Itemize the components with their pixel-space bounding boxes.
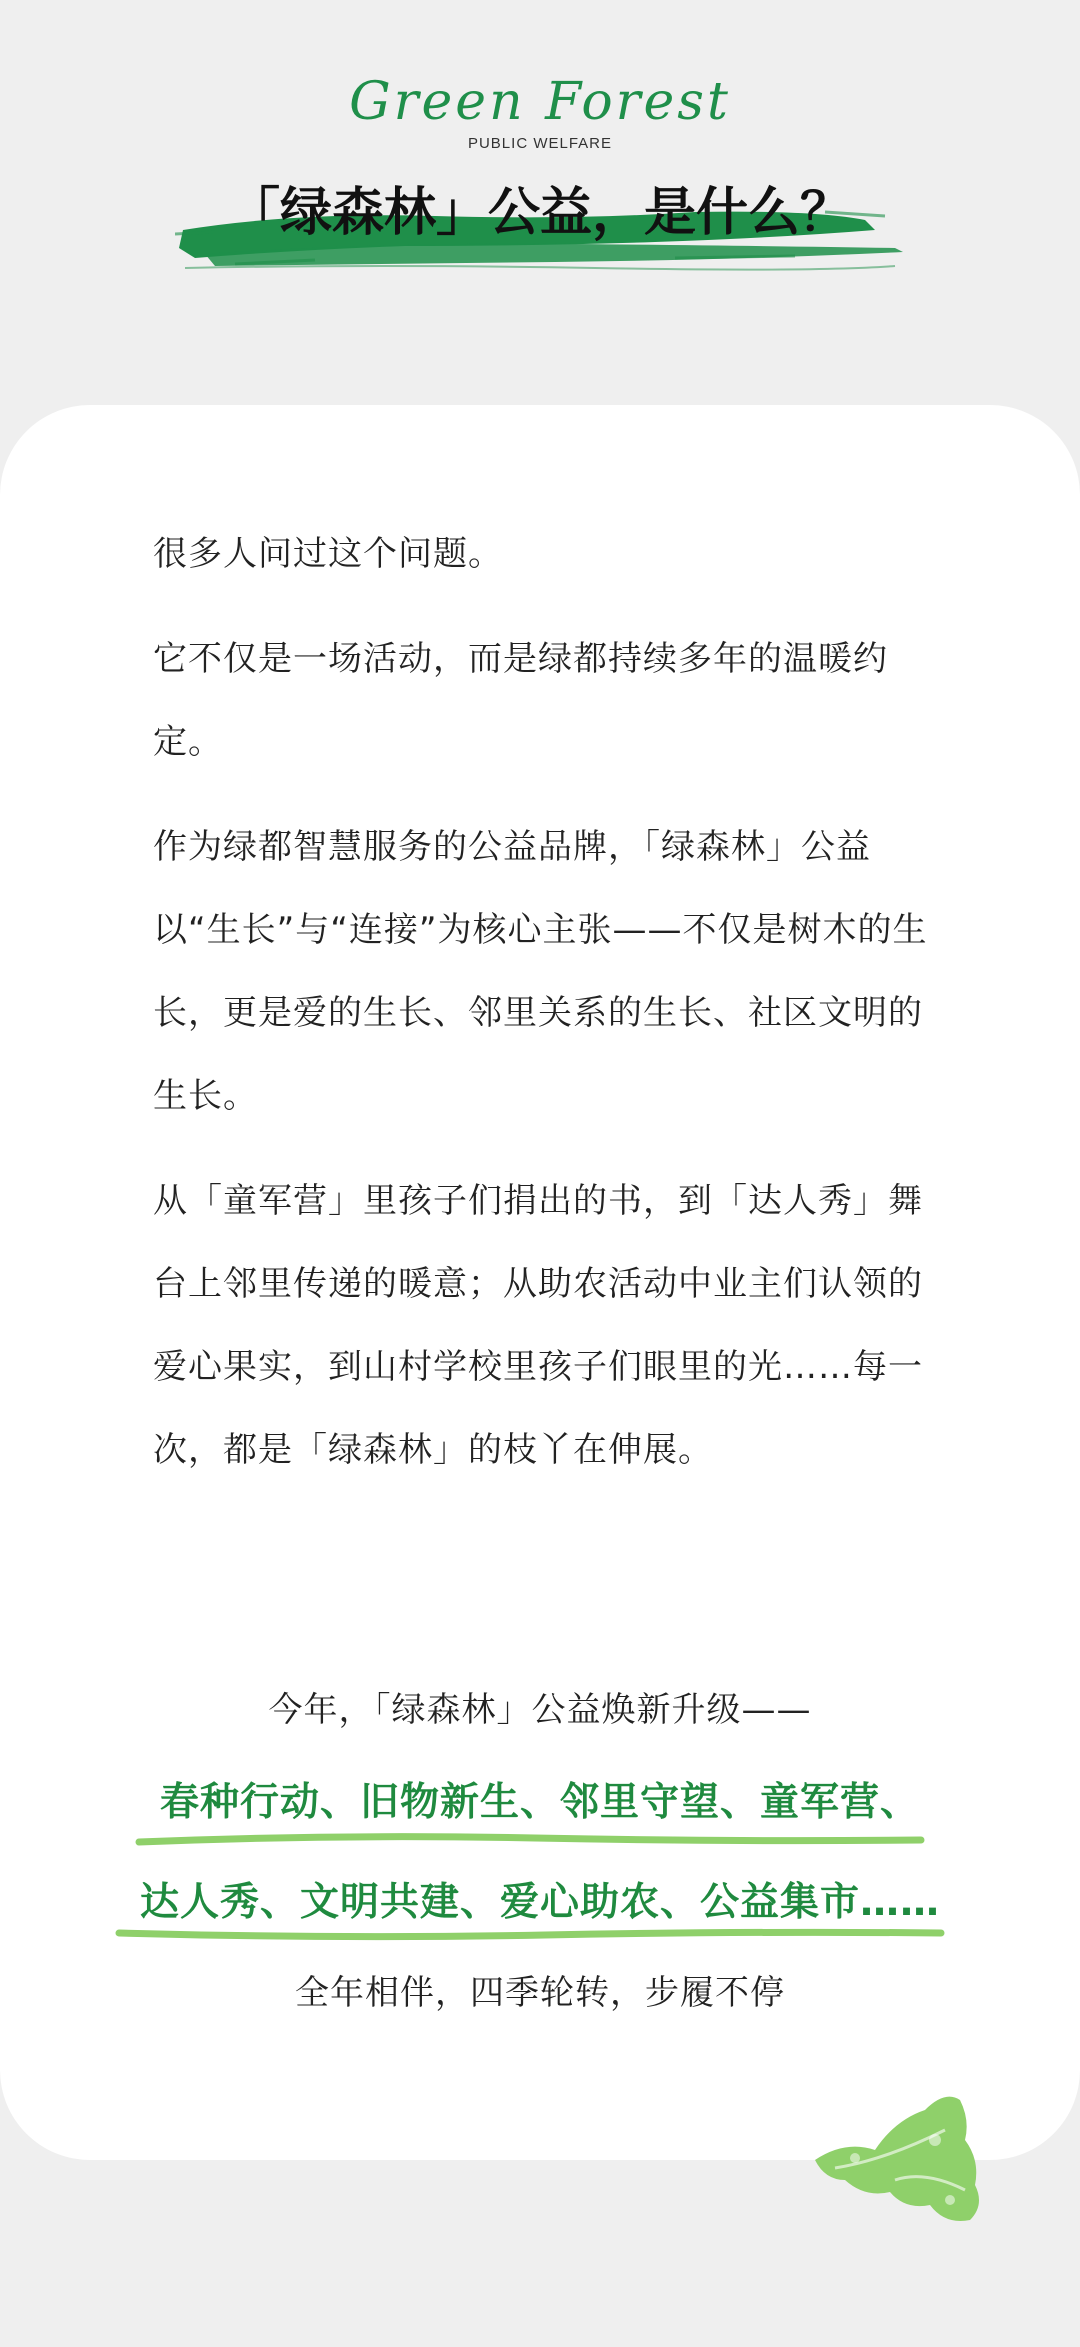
logo-subtitle: PUBLIC WELFARE [467,135,613,152]
body-text [153,513,933,1514]
page-headline: 「绿森林」公益，是什么？ [227,183,852,243]
paragraph-2: 它不仅是一场活动，而是绿都持续多年的温暖约定。 [153,639,888,762]
content-card [0,405,1080,2160]
paragraph-4: 从「童军营」里孩子们捐出的书，到「达人秀」舞台上邻里传递的暖意；从助农活动中业主们认领的爱心果实，到山村学校里孩子们眼里的光……每一次，都是「绿森林」的枝丫在伸展。 [153,1181,923,1470]
upgrade-intro: 今年，「绿森林」公益焕新升级—— [268,1690,812,1730]
highlight-line-2: 达人秀、文明共建、爱心助农、公益集市…… [139,1880,940,1925]
headline-block [175,172,905,282]
paragraph-1: 很多人问过这个问题。 [153,534,503,574]
leaf-decoration-icon [795,2080,995,2230]
highlight-line-1: 春种行动、旧物新生、邻里守望、童军营、 [159,1780,920,1825]
underline-decoration-1 [135,1830,925,1852]
underline-decoration-2 [115,1923,945,1945]
paragraph-3: 作为绿都智慧服务的公益品牌，「绿森林」公益以“生长”与“连接”为核心主张——不仅是树木的生长，更是爱的生长、邻里关系的生长、社区文明的生长。 [153,827,928,1116]
logo-title: Green Forest [349,72,731,132]
brand-logo [0,72,1080,154]
closing-text: 全年相伴，四季轮转，步履不停 [295,1973,785,2013]
